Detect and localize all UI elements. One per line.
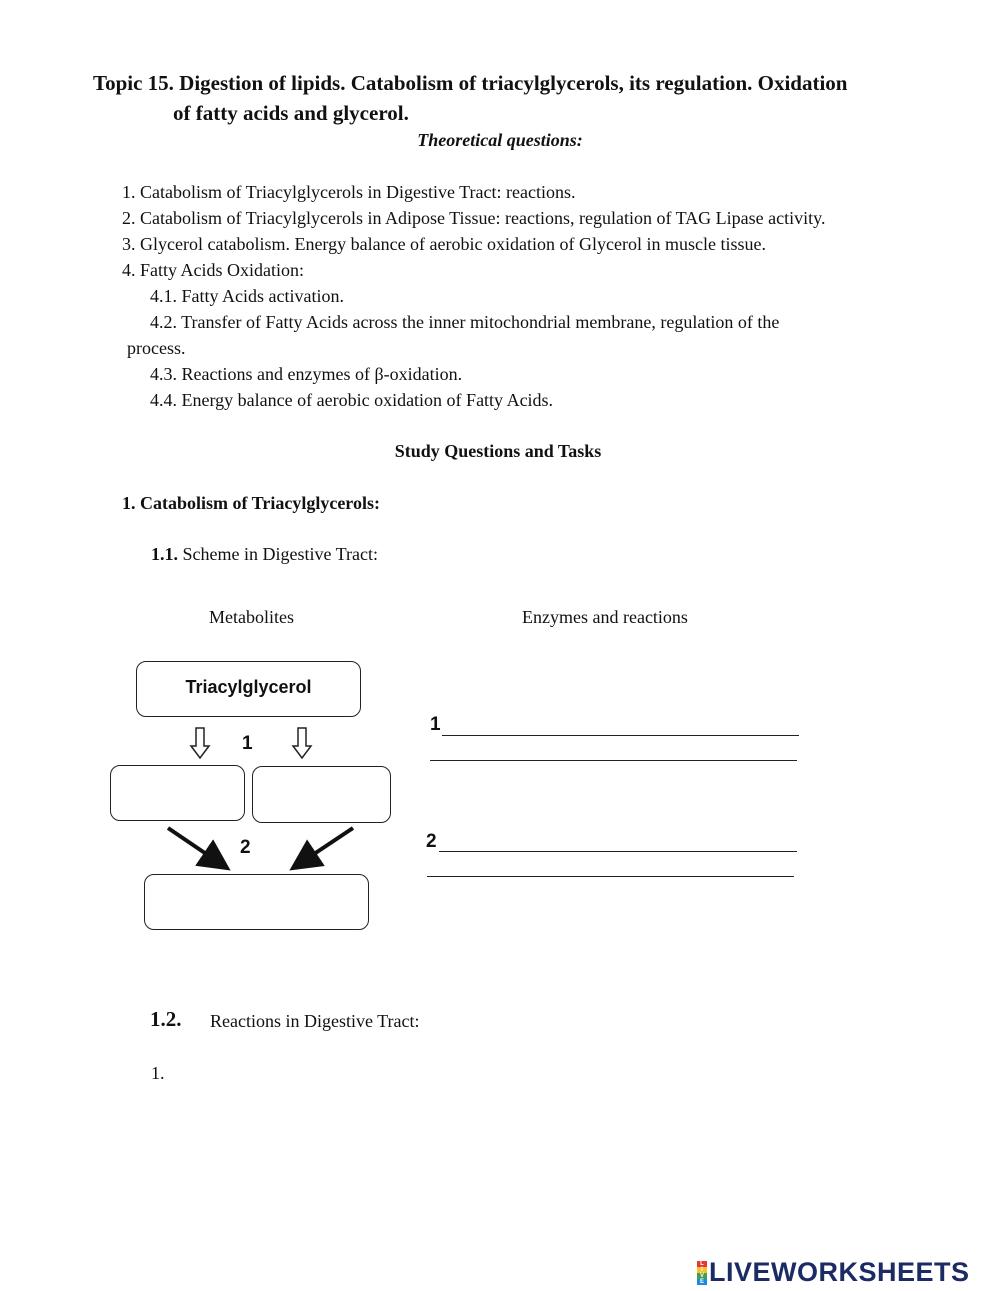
logo-block-1: I — [697, 1267, 707, 1273]
theory-item-2: 2. Catabolism of Triacylglycerols in Adipose Tissue: reactions, regulation of TAG Lipase activity. — [122, 208, 826, 228]
column-header-enzymes: Enzymes and reactions — [522, 607, 688, 627]
scheme-arrows — [100, 720, 420, 880]
logo-block-3: E — [697, 1279, 707, 1285]
theory-subitem-4-2: 4.2. Transfer of Fatty Acids across the inner mitochondrial membrane, regulation of the — [150, 312, 780, 332]
theory-subitem-4-1: 4.1. Fatty Acids activation. — [150, 286, 344, 306]
answer-1-number: 1 — [430, 714, 441, 735]
solid-arrow-right — [296, 828, 353, 866]
theory-item-3: 3. Glycerol catabolism. Energy balance of aerobic oxidation of Glycerol in muscle tissue. — [122, 234, 766, 254]
logo-block-0: L — [697, 1261, 707, 1267]
logo-wordmark: LIVEWORKSHEETS — [709, 1257, 970, 1287]
theory-item-1: 1. Catabolism of Triacylglycerols in Digestive Tract: reactions. — [122, 182, 576, 202]
subsection-1-2-text: Reactions in Digestive Tract: — [210, 1011, 420, 1031]
product-box-bottom[interactable] — [144, 874, 369, 930]
step-1-label: 1 — [242, 733, 253, 754]
study-heading: Study Questions and Tasks — [394, 441, 602, 461]
subsection-1-1-number: 1.1. — [151, 544, 178, 564]
triacylglycerol-label: Triacylglycerol — [185, 677, 312, 697]
triacylglycerol-box — [136, 661, 361, 717]
theory-subitem-4-2-cont: process. — [127, 338, 186, 358]
column-header-metabolites: Metabolites — [209, 607, 294, 627]
answer-2-number: 2 — [426, 831, 437, 852]
step-2-label: 2 — [240, 837, 251, 858]
hollow-down-arrow-right — [293, 728, 311, 758]
answer-1-line-b[interactable] — [430, 760, 797, 761]
page-title-line1: Topic 15. Digestion of lipids. Catabolism of triacylglycerols, its regulation. Oxidation — [93, 71, 848, 95]
logo-icon — [697, 1261, 707, 1285]
solid-arrow-left — [168, 828, 224, 866]
liveworksheets-logo — [697, 1257, 970, 1288]
answer-1-line-a[interactable] — [442, 735, 799, 736]
reaction-1-label: 1. — [151, 1063, 165, 1083]
page-title-line2: of fatty acids and glycerol. — [173, 101, 409, 125]
theoretical-heading: Theoretical questions: — [417, 130, 583, 150]
theory-subitem-4-3: 4.3. Reactions and enzymes of β-oxidation. — [150, 364, 463, 384]
theory-subitem-4-4: 4.4. Energy balance of aerobic oxidation of Fatty Acids. — [150, 390, 554, 410]
subsection-1-1 — [151, 544, 378, 565]
section-1-heading: 1. Catabolism of Triacylglycerols: — [122, 493, 380, 513]
answer-2-line-b[interactable] — [427, 876, 794, 877]
subsection-1-1-text: Scheme in Digestive Tract: — [182, 544, 378, 564]
hollow-down-arrow-left — [191, 728, 209, 758]
subsection-1-2-number: 1.2. — [150, 1007, 182, 1031]
theory-item-4: 4. Fatty Acids Oxidation: — [122, 260, 304, 280]
logo-block-2: V — [697, 1273, 707, 1279]
answer-2-line-a[interactable] — [439, 851, 797, 852]
